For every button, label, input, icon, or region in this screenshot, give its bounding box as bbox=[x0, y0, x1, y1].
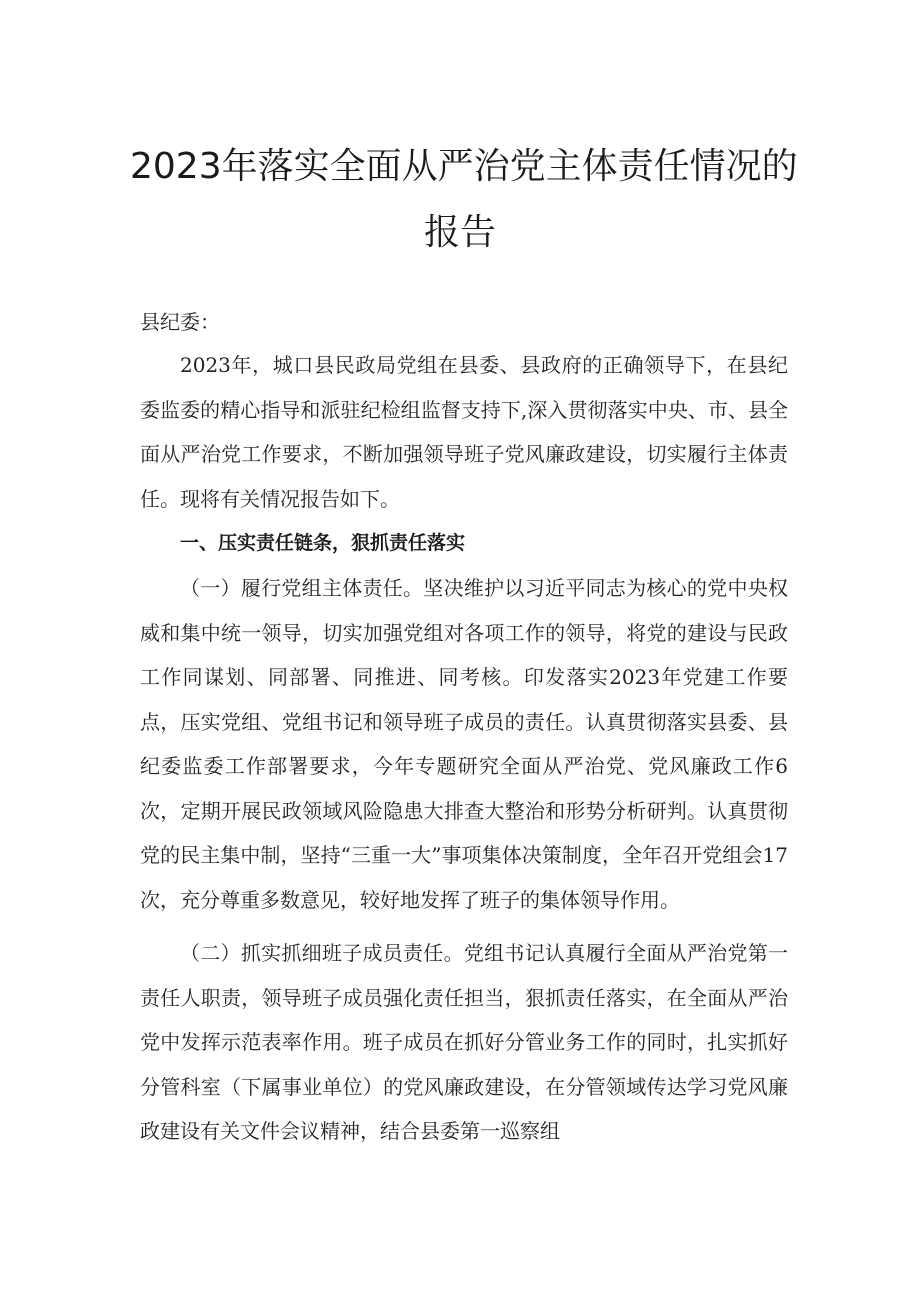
salutation: 县纪委： bbox=[140, 310, 220, 334]
document-title-line-1: 2023年落实全面从严治党主体责任情况的 bbox=[130, 146, 798, 187]
subsection-1-paragraph: （一）履行党组主体责任。坚决维护以习近平同志为核心的党中央权威和集中统一领导，切实加强党组对各项工作的领导，将党的建设与民政工作同谋划、同部署、同推进、同考核。印发落实2023年党建工作要点，压实党组、党组书记和领导班子成员的责任。认真贯彻落实县委、县纪委监委工作部署要求，今年专题研究全面从严治党、党风廉政工作6次，定期开展民政领域风险隐患大排查大整治和形势分析研判。认真贯彻党的民主集中制，坚持“三重一大”事项集体决策制度，全年召开党组会17次，充分尊重多数意见，较好地发挥了班子的集体领导作用。 bbox=[140, 576, 788, 912]
intro-paragraph: 2023年，城口县民政局党组在县委、县政府的正确领导下，在县纪委监委的精心指导和派驻纪检组监督支持下,深入贯彻落实中央、市、县全面从严治党工作要求，不断加强领导班子党风廉政建设，切实履行主体责任。现将有关情况报告如下。 bbox=[140, 353, 788, 511]
subsection-2-paragraph: （二）抓实抓细班子成员责任。党组书记认真履行全面从严治党第一责任人职责，领导班子成员强化责任担当，狠抓责任落实，在全面从严治党中发挥示范表率作用。班子成员在抓好分管业务工作的同时，扎实抓好分管科室（下属事业单位）的党风廉政建设，在分管领域传达学习党风廉政建设有关文件会议精神，结合县委第一巡察组 bbox=[140, 941, 788, 1143]
section-1-heading: 一、压实责任链条，狠抓责任落实 bbox=[180, 532, 466, 554]
document-title-line-2: 报告 bbox=[423, 212, 496, 253]
